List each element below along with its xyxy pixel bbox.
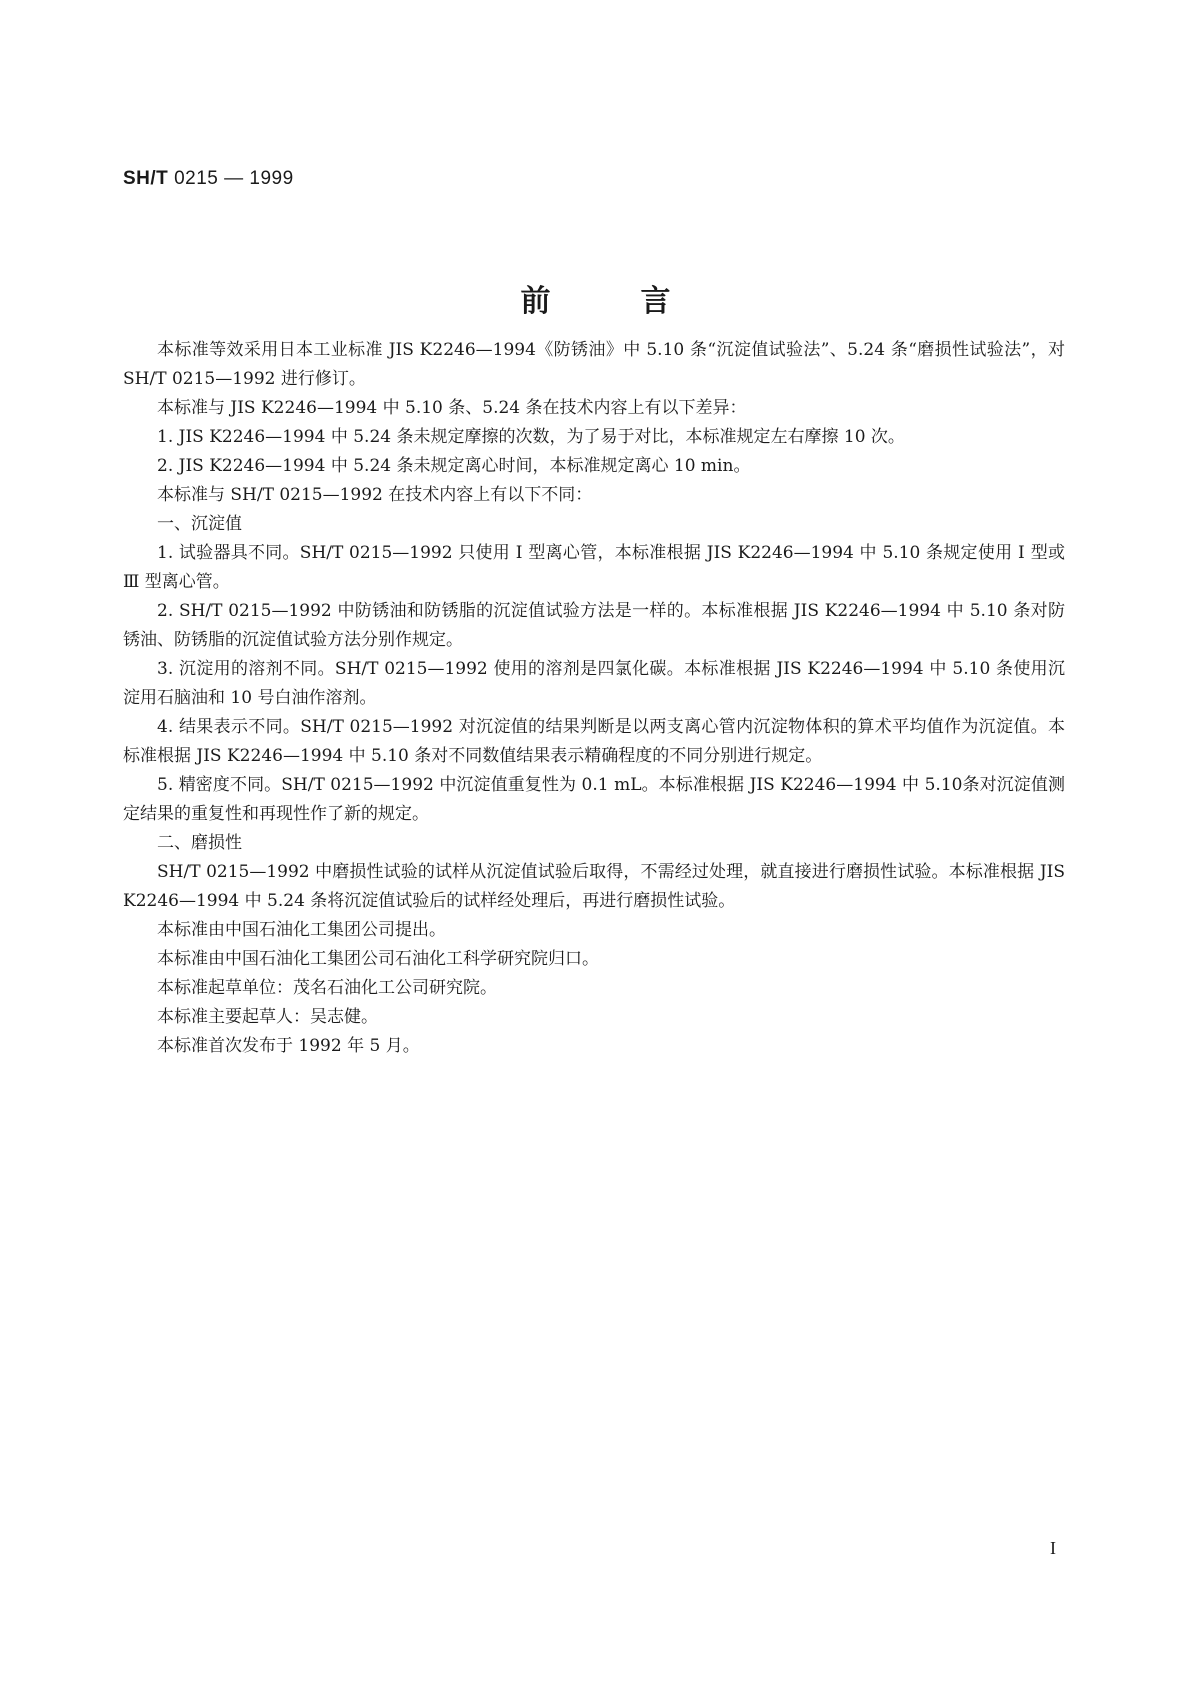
list-item: 5. 精密度不同。SH/T 0215—1992 中沉淀值重复性为 0.1 mL。本标准根据 JIS K2246—1994 中 5.10条对沉淀值测定结果的重复性和再现性作了新的规定。 — [123, 775, 1065, 824]
paragraph: 本标准等效采用日本工业标准 JIS K2246—1994《防锈油》中 5.10 条“沉淀值试验法”、5.24 条“磨损性试验法”，对 SH/T 0215—1992 进行修订。 — [123, 340, 1065, 389]
paragraph: 本标准与 JIS K2246—1994 中 5.10 条、5.24 条在技术内容上有以下差异： — [157, 398, 747, 418]
list-item: 3. 沉淀用的溶剂不同。SH/T 0215—1992 使用的溶剂是四氯化碳。本标准根据 JIS K2246—1994 中 5.10 条使用沉淀用石脑油和 10 号白油作溶剂。 — [123, 659, 1065, 708]
standard-code-prefix: SH/T — [123, 168, 169, 189]
list-item: 2. JIS K2246—1994 中 5.24 条未规定离心时间，本标准规定离心 10 min。 — [157, 456, 751, 476]
paragraph: 本标准首次发布于 1992 年 5 月。 — [157, 1036, 420, 1056]
standard-code — [123, 168, 294, 190]
paragraph: 本标准由中国石油化工集团公司提出。 — [157, 920, 446, 940]
list-item: 1. 试验器具不同。SH/T 0215—1992 只使用 Ⅰ 型离心管，本标准根据 JIS K2246—1994 中 5.10 条规定使用 Ⅰ 型或 Ⅲ 型离心管。 — [123, 543, 1065, 592]
paragraph: 本标准与 SH/T 0215—1992 在技术内容上有以下不同： — [157, 485, 593, 505]
paragraph: 本标准起草单位：茂名石油化工公司研究院。 — [157, 978, 497, 998]
paragraph: SH/T 0215—1992 中磨损性试验的试样从沉淀值试验后取得，不需经过处理，就直接进行磨损性试验。本标准根据 JIS K2246—1994 中 5.24 条将沉淀值试验后的试样经处理后，再进行磨损性试验。 — [123, 862, 1065, 911]
list-item: 1. JIS K2246—1994 中 5.24 条未规定摩擦的次数，为了易于对比，本标准规定左右摩擦 10 次。 — [157, 427, 905, 447]
paragraph: 本标准由中国石油化工集团公司石油化工科学研究院归口。 — [157, 949, 599, 969]
foreword-body — [123, 336, 1065, 1061]
section-heading-sedimentation: 一、沉淀值 — [157, 514, 242, 534]
list-item: 2. SH/T 0215—1992 中防锈油和防锈脂的沉淀值试验方法是一样的。本标准根据 JIS K2246—1994 中 5.10 条对防锈油、防锈脂的沉淀值试验方法分别作规定。 — [123, 601, 1065, 650]
list-item: 4. 结果表示不同。SH/T 0215—1992 对沉淀值的结果判断是以两支离心管内沉淀物体积的算术平均值作为沉淀值。本标准根据 JIS K2246—1994 中 5.10 条对不同数值结果表示精确程度的不同分别进行规定。 — [123, 717, 1065, 766]
standard-code-number: 0215 — 1999 — [174, 168, 294, 189]
page-number: I — [1050, 1538, 1056, 1558]
section-heading-abrasion: 二、磨损性 — [157, 833, 242, 853]
page-title: 前言 — [520, 284, 761, 319]
paragraph: 本标准主要起草人：吴志健。 — [157, 1007, 378, 1027]
